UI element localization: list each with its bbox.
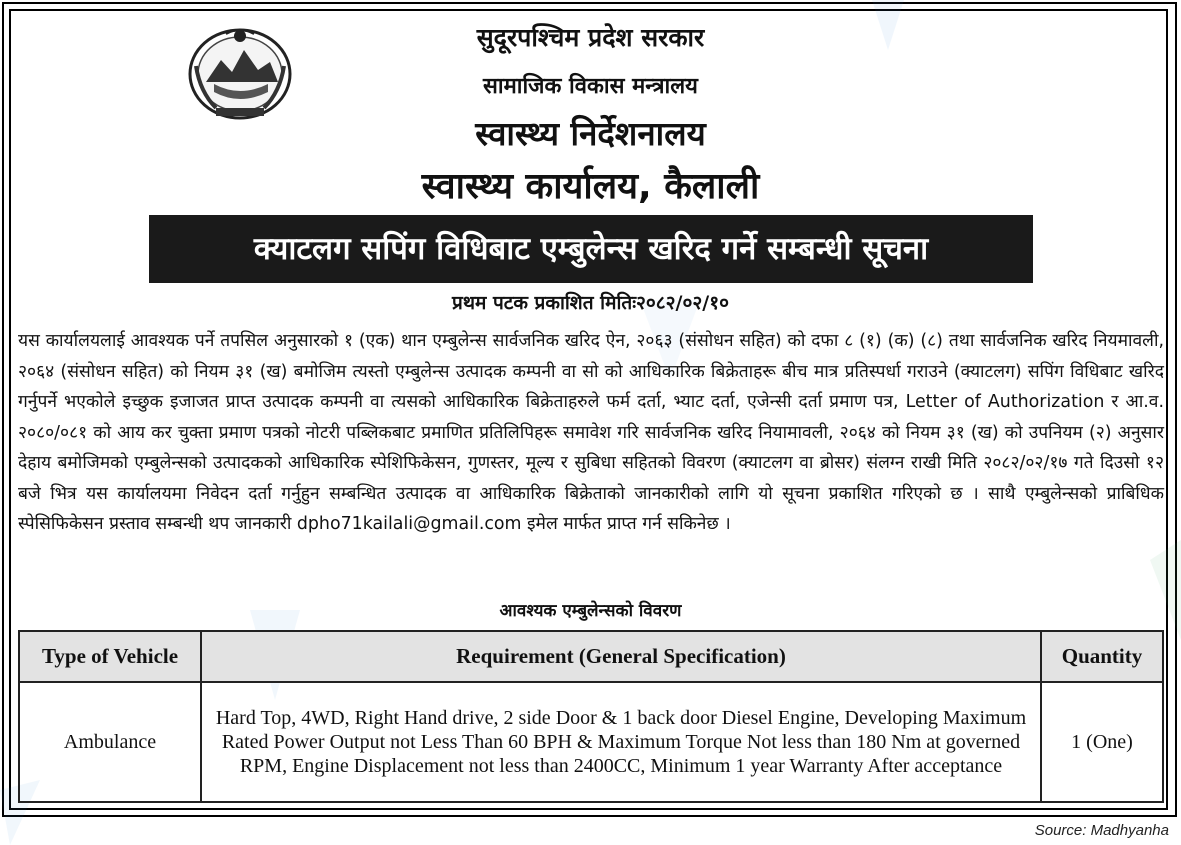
cell-quantity: 1 (One): [1041, 682, 1163, 802]
source-credit: Source: Madhyanha: [1034, 822, 1169, 839]
header-quantity: Quantity: [1041, 631, 1163, 682]
notice-title-banner: क्याटलग सपिंग विधिबाट एम्बुलेन्स खरिद गर्ने सम्बन्धी सूचना: [149, 215, 1033, 283]
table-row: [19, 682, 1163, 802]
cell-vehicle-type: Ambulance: [19, 682, 201, 802]
office-heading: स्वास्थ्य कार्यालय, कैलाली: [421, 166, 760, 207]
province-government-heading: सुदूरपश्चिम प्रदेश सरकार: [476, 23, 705, 52]
table-title: आवश्यक एम्बुलेन्सको विवरण: [499, 601, 682, 621]
specification-table: [18, 630, 1164, 803]
publication-date: प्रथम पटक प्रकाशित मितिः२०८२/०२/१०: [452, 292, 729, 314]
header-requirement: Requirement (General Specification): [201, 631, 1041, 682]
ministry-heading: सामाजिक विकास मन्त्रालय: [483, 74, 698, 99]
header-type: Type of Vehicle: [19, 631, 201, 682]
directorate-heading: स्वास्थ्य निर्देशनालय: [475, 114, 706, 153]
table-header-row: [19, 631, 1163, 682]
cell-requirement: Hard Top, 4WD, Right Hand drive, 2 side Door & 1 back door Diesel Engine, Developing Maximum Rated Power Output not Less Than 60 BPH & Maximum Torque Not less than 180 Nm at governed RPM, Engine Displacement not less than 2400CC, Minimum 1 year Warranty After acceptance: [201, 682, 1041, 802]
notice-body: यस कार्यालयलाई आवश्यक पर्ने तपसिल अनुसारको १ (एक) थान एम्बुलेन्स सार्वजनिक खरिद ऐन, २०६३ (संसोधन सहित) को दफा ८ (१) (क) (८) तथा सार्वजनिक खरिद नियमावली, २०६४ (संसोधन सहित) को नियम ३१ (ख) बमोजिम त्यस्तो एम्बुलेन्स उत्पादक कम्पनी वा सो को आधिकारिक बिक्रेताहरू बीच मात्र प्रतिस्पर्धा गराउने (क्याटलग) सपिंग विधिबाट खरिद गर्नुपर्ने भएकोले इच्छुक इजाजत प्राप्त उत्पादक कम्पनी वा त्यसको आधिकारिक बिक्रेताहरुले फर्म दर्ता, भ्याट दर्ता, एजेन्सी दर्ता प्रमाण पत्र, Letter of Authorization र आ.व. २०८०/०८१ को आय कर चुक्ता प्रमाण पत्रको नोटरी पब्लिकबाट प्रमाणित प्रतिलिपिहरू समावेश गरि सार्वजनिक खरिद नियामावली, २०६४ को नियम ३१ (ख) को उपनियम (२) अनुसार देहाय बमोजिमको एम्बुलेन्सको उत्पादकको आधिकारिक स्पेशिफिकेसन, गुणस्तर, मूल्य र सुबिधा सहितको विवरण (क्याटलग वा ब्रोसर) संलग्न राखी मिति २०८२/०२/१७ गते दिउसो १२ बजे भित्र यस कार्यालयमा निवेदन दर्ता गर्नुहुन सम्बन्धित उत्पादक वा आधिकारिक बिक्रेताको जानकारीको लागि यो सूचना प्रकाशित गरिएको छ । साथै एम्बुलेन्सको प्राबिधिक स्पेसिफिकेसन प्रस्ताव सम्बन्धी थप जानकारी dpho71kailali@gmail.com इमेल मार्फत प्राप्त गर्न सकिनेछ ।: [18, 331, 1164, 534]
